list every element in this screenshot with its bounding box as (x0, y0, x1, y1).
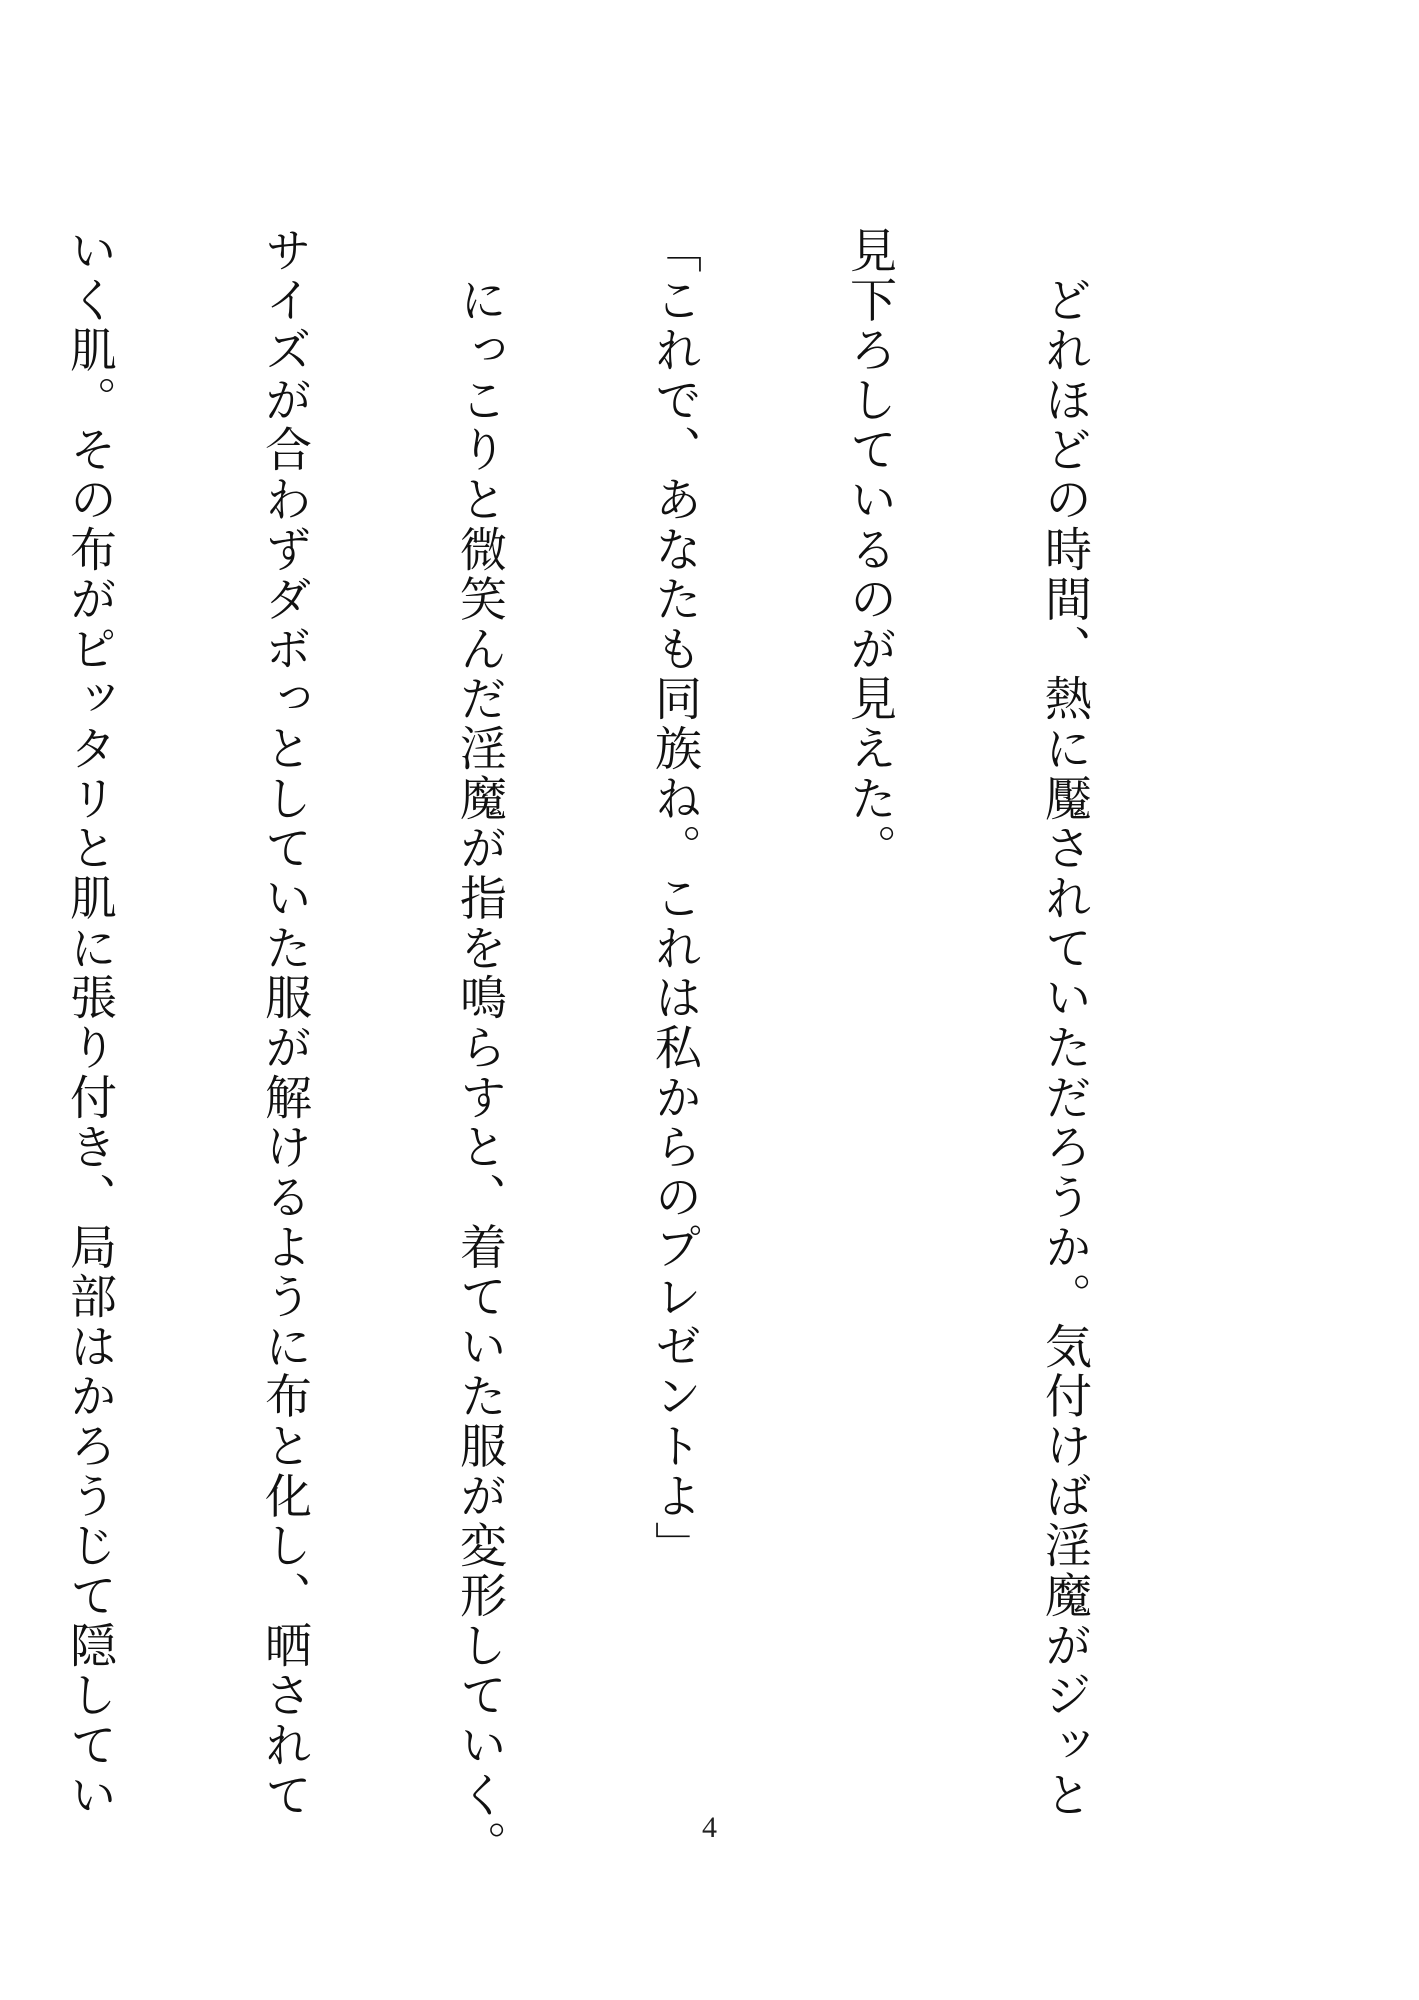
vertical-text-body (0, 226, 1227, 1871)
text-line: サイズが合わずダボっとしていた服が解けるように布と化し、晒されて (257, 226, 312, 1821)
text-line: にっこりと微笑んだ淫魔が指を鳴らすと、着ていた服が変形していく。 (452, 226, 507, 1871)
text-line: どれほどの時間、熱に魘されていただろうか。気付けば淫魔がジッと (1037, 226, 1092, 1821)
text-line: いく肌。その布がピッタリと肌に張り付き、局部はかろうじて隠してい (62, 226, 117, 1821)
text-line: 見下ろしているのが見えた。 (842, 226, 897, 874)
text-line: 「これで、あなたも同族ね。これは私からのプレゼントよ」 (647, 226, 702, 1572)
page-number: 4 (702, 1811, 717, 1844)
